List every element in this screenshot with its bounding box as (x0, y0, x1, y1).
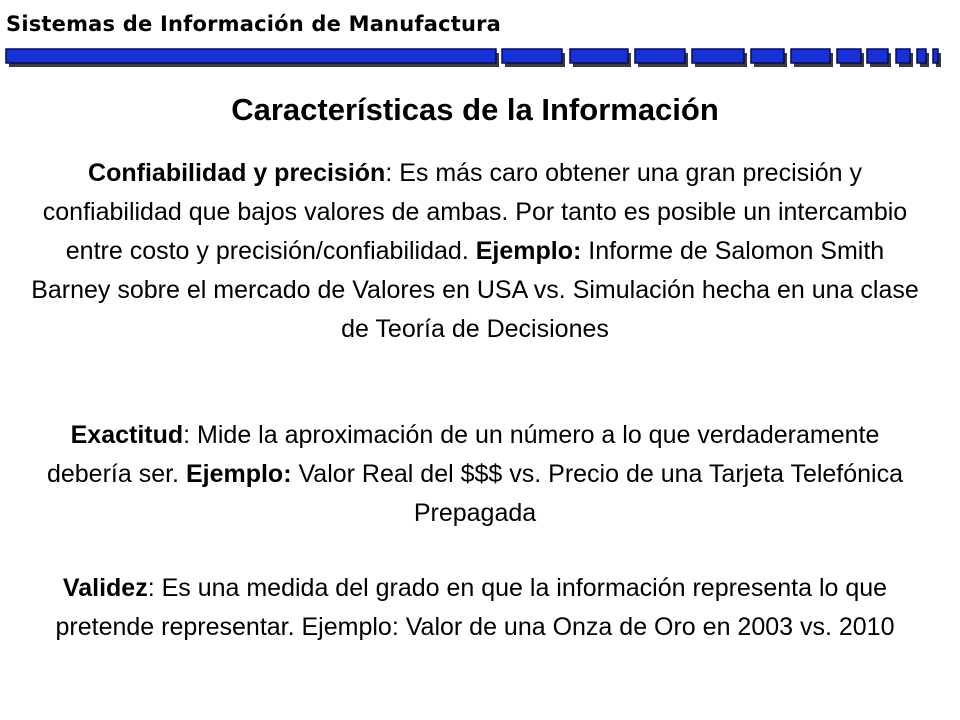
section-term: Validez (62, 574, 148, 602)
header-bar-segment (896, 49, 910, 63)
header-bar-segment (791, 49, 830, 63)
header-bar-segment (570, 49, 628, 63)
section-definition: : Es más caro obtener una gran precisión y confiabilidad que bajos valores de ambas. Por tanto es posible un intercambio entre costo y precisión/confiabilidad. (42, 159, 908, 265)
header-bar-segment (6, 49, 496, 63)
header-bar-segment (867, 49, 888, 63)
example-label: Ejemplo: (475, 237, 582, 265)
example-text: Informe de Salomon Smith Barney sobre el mercado de Valores en USA vs. Simulación hecha en una clase de Teoría de Decisiones (31, 237, 919, 343)
section-definition: : Mide la aproximación de un número a lo que verdaderamente debería ser. (46, 421, 880, 488)
example-text: Valor Real del $$$ vs. Precio de una Tarjeta Telefónica Prepagada (291, 460, 904, 527)
header-bar-segment (502, 49, 562, 63)
header-bar-segment (635, 49, 685, 63)
header-bar-segment (751, 49, 784, 63)
header-segmented-bar (0, 46, 960, 72)
header-bar-segment (837, 49, 861, 63)
header-bar-segment (917, 49, 926, 63)
section-validez (28, 569, 922, 647)
section-term: Confiabilidad y precisión (88, 159, 386, 187)
header-bar-segment (692, 49, 744, 63)
section-definition: : Es una medida del grado en que la información representa lo que pretende representar. Ejemplo: Valor de una Onza de Oro en 2003 vs. 2010 (55, 574, 895, 641)
example-label: Ejemplo: (185, 460, 292, 488)
section-confiabilidad (28, 154, 922, 349)
header-title: Sistemas de Información de Manufactura (6, 12, 502, 36)
section-exactitud (28, 416, 922, 533)
header-bar-segment (933, 49, 938, 63)
slide-title: Características de la Información (231, 92, 719, 127)
section-term: Exactitud (70, 421, 184, 449)
